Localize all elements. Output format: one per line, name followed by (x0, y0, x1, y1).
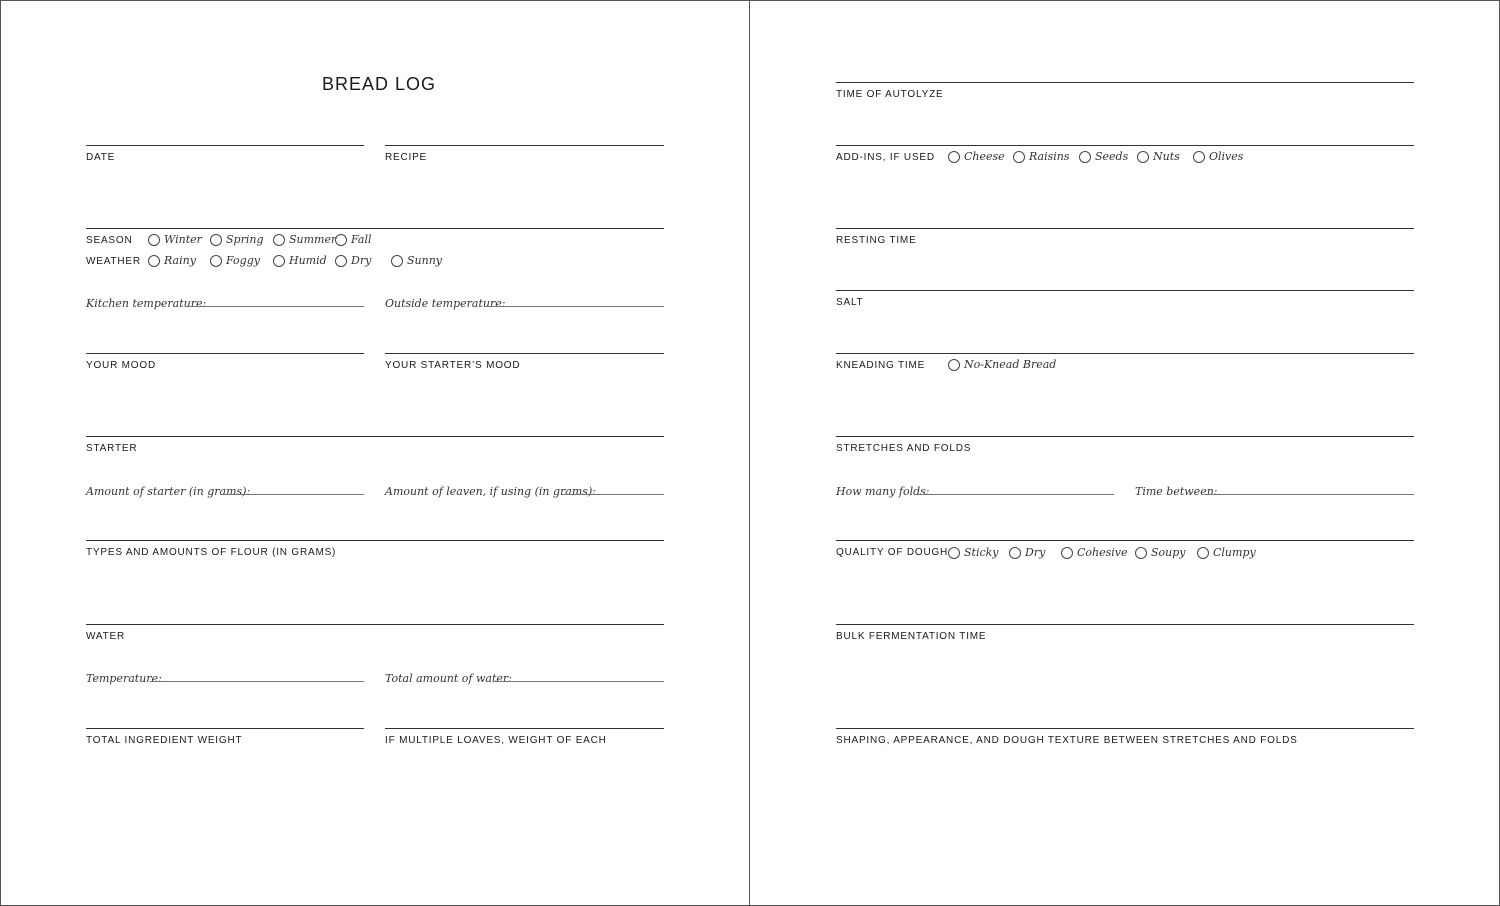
outside-temp-label: Outside temperature: (385, 297, 506, 310)
starter-label: STARTER (86, 443, 138, 454)
season-label: SEASON (86, 235, 133, 246)
quality-option-sticky[interactable]: Sticky (948, 546, 999, 559)
quality-line (836, 540, 1414, 541)
starter-mood-label: YOUR STARTER’S MOOD (385, 360, 521, 371)
leaven-amount-label: Amount of leaven, if using (in grams): (385, 485, 596, 498)
your-mood-label: YOUR MOOD (86, 360, 156, 371)
salt-label: SALT (836, 297, 864, 308)
radio-icon (1061, 547, 1073, 559)
weather-option-foggy[interactable]: Foggy (210, 254, 260, 267)
quality-label: QUALITY OF DOUGH (836, 547, 949, 558)
season-option-winter[interactable]: Winter (148, 233, 202, 246)
water-temp-label: Temperature: (86, 672, 162, 685)
flour-line[interactable] (86, 540, 664, 541)
starter-amount-label: Amount of starter (in grams): (86, 485, 251, 498)
starter-mood-line[interactable] (385, 353, 664, 354)
radio-icon (210, 255, 222, 267)
radio-icon (335, 234, 347, 246)
quality-option-clumpy[interactable]: Clumpy (1197, 546, 1256, 559)
shaping-label: SHAPING, APPEARANCE, AND DOUGH TEXTURE BETWEEN STRETCHES AND FOLDS (836, 735, 1298, 746)
radio-icon (148, 234, 160, 246)
stretches-label: STRETCHES AND FOLDS (836, 443, 972, 454)
kneading-label: KNEADING TIME (836, 360, 926, 371)
radio-icon (948, 151, 960, 163)
folds-field[interactable] (918, 494, 1114, 495)
weather-option-rainy[interactable]: Rainy (148, 254, 196, 267)
recipe-label: RECIPE (385, 152, 428, 163)
radio-icon (1193, 151, 1205, 163)
radio-icon (948, 547, 960, 559)
addin-option-nuts[interactable]: Nuts (1137, 150, 1180, 163)
shaping-line[interactable] (836, 728, 1414, 729)
addin-option-olives[interactable]: Olives (1193, 150, 1243, 163)
radio-icon (1137, 151, 1149, 163)
between-label: Time between: (1135, 485, 1218, 498)
recipe-line[interactable] (385, 145, 664, 146)
season-option-spring[interactable]: Spring (210, 233, 263, 246)
autolyze-label: TIME OF AUTOLYZE (836, 89, 944, 100)
resting-line[interactable] (836, 228, 1414, 229)
addin-option-cheese[interactable]: Cheese (948, 150, 1005, 163)
addins-line[interactable] (836, 145, 1414, 146)
radio-icon (148, 255, 160, 267)
kitchen-temp-field[interactable] (185, 306, 364, 307)
addin-option-raisins[interactable]: Raisins (1013, 150, 1070, 163)
weather-label: WEATHER (86, 256, 141, 267)
starter-line[interactable] (86, 436, 664, 437)
leaven-amount-field[interactable] (562, 494, 664, 495)
radio-icon (273, 255, 285, 267)
folds-label: How many folds: (836, 485, 930, 498)
season-option-summer[interactable]: Summer (273, 233, 336, 246)
radio-icon (335, 255, 347, 267)
weather-option-humid[interactable]: Humid (273, 254, 327, 267)
radio-icon (391, 255, 403, 267)
addins-label: ADD-INS, IF USED (836, 152, 935, 163)
your-mood-line[interactable] (86, 353, 364, 354)
loaves-weight-label: IF MULTIPLE LOAVES, WEIGHT OF EACH (385, 735, 607, 746)
radio-icon (1009, 547, 1021, 559)
quality-option-soupy[interactable]: Soupy (1135, 546, 1186, 559)
autolyze-line[interactable] (836, 82, 1414, 83)
weather-option-sunny[interactable]: Sunny (391, 254, 442, 267)
flour-label: TYPES AND AMOUNTS OF FLOUR (IN GRAMS) (86, 547, 337, 558)
salt-line[interactable] (836, 290, 1414, 291)
outside-temp-field[interactable] (486, 306, 664, 307)
weather-option-dry[interactable]: Dry (335, 254, 371, 267)
water-total-field[interactable] (495, 681, 664, 682)
quality-option-dry[interactable]: Dry (1009, 546, 1045, 559)
date-label: DATE (86, 152, 116, 163)
bulk-label: BULK FERMENTATION TIME (836, 631, 987, 642)
book-spine (749, 0, 750, 906)
kitchen-temp-label: Kitchen temperature: (86, 297, 207, 310)
between-field[interactable] (1205, 494, 1414, 495)
radio-icon (210, 234, 222, 246)
season-line (86, 228, 664, 229)
radio-icon (273, 234, 285, 246)
radio-icon (1197, 547, 1209, 559)
starter-amount-field[interactable] (224, 494, 364, 495)
bulk-line[interactable] (836, 624, 1414, 625)
water-label: WATER (86, 631, 125, 642)
resting-label: RESTING TIME (836, 235, 917, 246)
water-total-label: Total amount of water: (385, 672, 512, 685)
season-option-fall[interactable]: Fall (335, 233, 371, 246)
water-line[interactable] (86, 624, 664, 625)
date-line[interactable] (86, 145, 364, 146)
quality-option-cohesive[interactable]: Cohesive (1061, 546, 1128, 559)
water-temp-field[interactable] (150, 681, 364, 682)
page-title: BREAD LOG (322, 74, 437, 94)
kneading-line[interactable] (836, 353, 1414, 354)
radio-icon (1079, 151, 1091, 163)
stretches-line[interactable] (836, 436, 1414, 437)
total-weight-line[interactable] (86, 728, 364, 729)
loaves-weight-line[interactable] (385, 728, 664, 729)
radio-icon (948, 359, 960, 371)
radio-icon (1135, 547, 1147, 559)
addin-option-seeds[interactable]: Seeds (1079, 150, 1128, 163)
no-knead-option[interactable]: No-Knead Bread (948, 358, 1056, 371)
radio-icon (1013, 151, 1025, 163)
total-weight-label: TOTAL INGREDIENT WEIGHT (86, 735, 243, 746)
